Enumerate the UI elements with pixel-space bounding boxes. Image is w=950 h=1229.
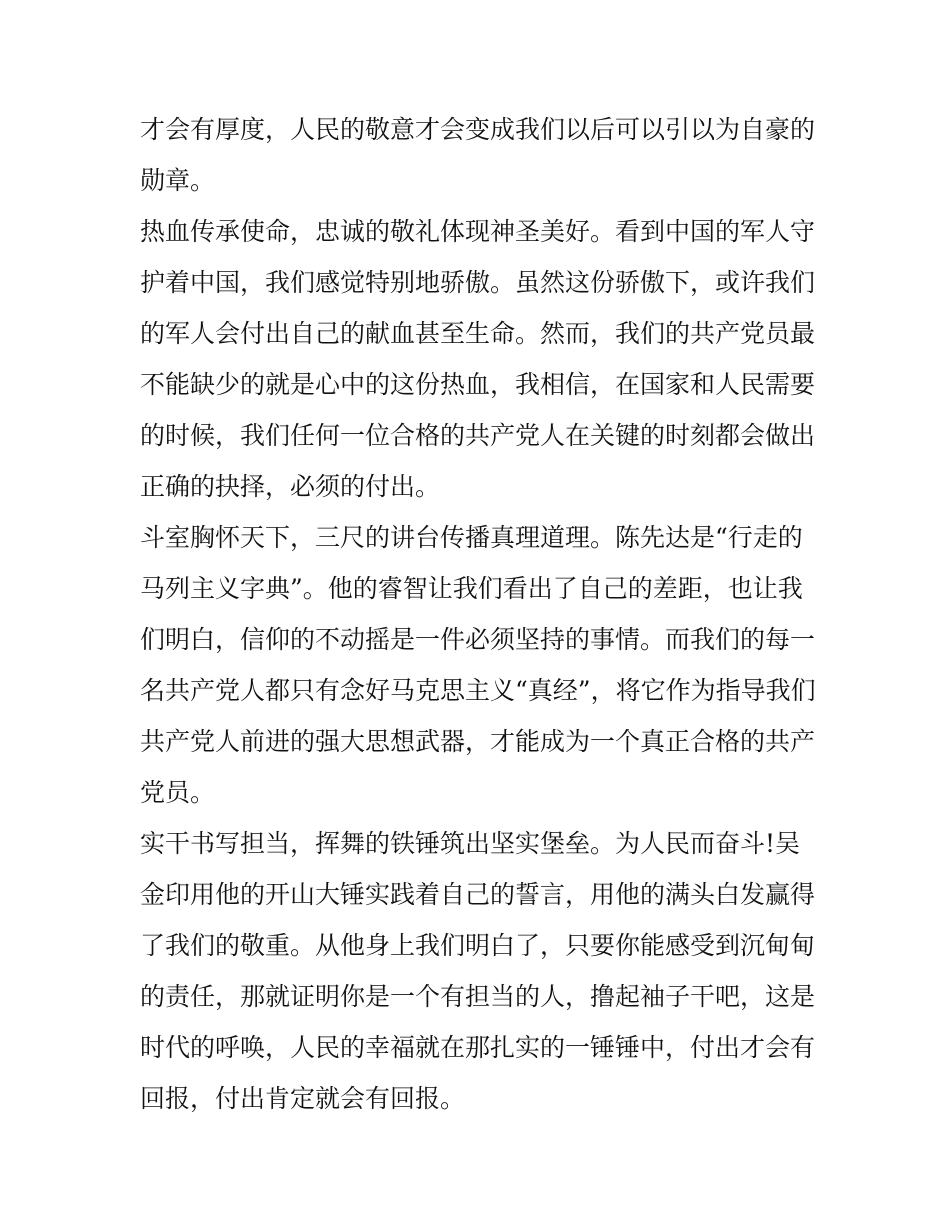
text-line: 护着中国，我们感觉特别地骄傲。虽然这份骄傲下，或许我们 [140, 268, 816, 297]
text-line: 金印用他的开山大锤实践着自己的誓言，用他的满头白发赢得 [140, 880, 816, 909]
text-line: 才会有厚度，人民的敬意才会变成我们以后可以引以为自豪的 [140, 115, 816, 144]
text-line: 马列主义字典”。他的睿智让我们看出了自己的差距，也让我 [140, 574, 803, 603]
text-line: 的军人会付出自己的献血甚至生命。然而，我们的共产党员最 [140, 319, 816, 348]
text-line: 正确的抉择，必须的付出。 [140, 472, 441, 501]
text-line: 的责任，那就证明你是一个有担当的人，撸起袖子干吧，这是 [140, 982, 816, 1011]
text-line: 斗室胸怀天下，三尺的讲台传播真理道理。陈先达是“行走的 [140, 523, 803, 552]
text-line: 的时候，我们任何一位合格的共产党人在关键的时刻都会做出 [140, 421, 816, 450]
text-line: 不能缺少的就是心中的这份热血，我相信，在国家和人民需要 [140, 370, 816, 399]
text-line: 党员。 [140, 778, 216, 807]
paragraph-3 [140, 512, 820, 818]
paragraph-2 [140, 206, 820, 512]
text-line: 共产党人前进的强大思想武器，才能成为一个真正合格的共产 [140, 727, 816, 756]
text-line: 了我们的敬重。从他身上我们明白了，只要你能感受到沉甸甸 [140, 931, 816, 960]
text-line: 实干书写担当，挥舞的铁锤筑出坚实堡垒。为人民而奋斗!吴 [140, 829, 801, 858]
paragraph-1 [140, 104, 820, 206]
text-line: 热血传承使命，忠诚的敬礼体现神圣美好。看到中国的军人守 [140, 217, 816, 246]
document-body [140, 104, 820, 1124]
paragraph-4 [140, 818, 820, 1124]
text-line: 时代的呼唤，人民的幸福就在那扎实的一锤锤中，付出才会有 [140, 1033, 816, 1062]
text-line: 勋章。 [140, 166, 216, 195]
text-line: 回报，付出肯定就会有回报。 [140, 1084, 466, 1113]
text-line: 名共产党人都只有念好马克思主义“真经”，将它作为指导我们 [140, 676, 816, 705]
text-line: 们明白，信仰的不动摇是一件必须坚持的事情。而我们的每一 [140, 625, 816, 654]
